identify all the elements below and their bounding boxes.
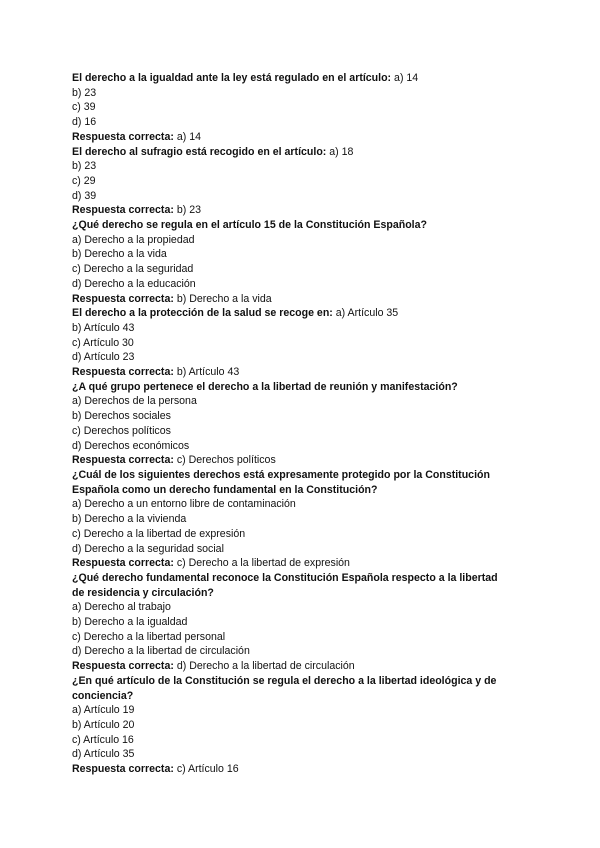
question-block [72, 571, 542, 674]
question-line [72, 306, 542, 321]
answer-value: d) Derecho a la libertad de circulación [176, 660, 355, 673]
question-text: El derecho al sufragio está recogido en el artículo: [72, 145, 327, 158]
option-a: a) 18 [329, 145, 354, 158]
answer-label: Respuesta correcta: [72, 292, 174, 305]
option-a: a) Derecho al trabajo [72, 601, 171, 614]
answer-label: Respuesta correcta: [72, 366, 174, 379]
question-block [72, 218, 542, 306]
option-d: d) 39 [72, 189, 97, 202]
option-c: c) Artículo 16 [72, 733, 134, 746]
option-d: d) Derecho a la seguridad social [72, 542, 224, 555]
option-b: b) 23 [72, 86, 97, 99]
answer-line [72, 453, 542, 468]
option-c: c) Derecho a la libertad de expresión [72, 527, 246, 540]
answer-value: c) Artículo 16 [176, 763, 239, 776]
option-d: d) Derecho a la educación [72, 277, 196, 290]
question-block [72, 306, 542, 380]
option-c: c) Derecho a la libertad personal [72, 630, 226, 643]
option-d: d) Artículo 35 [72, 748, 135, 761]
option-c: c) 29 [72, 174, 96, 187]
option-c: c) Derecho a la seguridad [72, 263, 194, 276]
answer-line [72, 203, 542, 218]
question-text-line-2: conciencia? [72, 689, 134, 702]
option-a: a) 14 [394, 72, 419, 84]
answer-label: Respuesta correcta: [72, 660, 174, 673]
option-b: b) Derechos sociales [72, 410, 171, 423]
question-text: ¿A qué grupo pertenece el derecho a la libertad de reunión y manifestación? [72, 380, 458, 393]
answer-line [72, 762, 542, 777]
answer-value: a) 14 [176, 130, 201, 143]
option-a: a) Artículo 35 [335, 307, 399, 320]
option-b: b) Artículo 43 [72, 321, 135, 334]
question-text-line-1: ¿En qué artículo de la Constitución se regula el derecho a la libertad ideológica y de [72, 674, 497, 687]
answer-label: Respuesta correcta: [72, 204, 174, 217]
answer-label: Respuesta correcta: [72, 454, 174, 467]
option-d: d) Artículo 23 [72, 351, 135, 364]
question-text-line-1: ¿Cuál de los siguientes derechos está expresamente protegido por la Constitución [72, 468, 490, 481]
answer-label: Respuesta correcta: [72, 763, 174, 776]
answer-value: c) Derechos políticos [176, 454, 276, 467]
question-block [72, 145, 542, 219]
answer-label: Respuesta correcta: [72, 130, 174, 143]
option-b: b) Derecho a la vivienda [72, 513, 187, 526]
option-b: b) 23 [72, 160, 97, 173]
question-text-line-2: de residencia y circulación? [72, 586, 214, 599]
answer-line [72, 292, 542, 307]
option-b: b) Derecho a la vida [72, 248, 167, 261]
question-block [72, 674, 542, 777]
answer-line [72, 659, 542, 674]
document-page [72, 71, 542, 777]
answer-line [72, 556, 542, 571]
option-d: d) Derechos económicos [72, 439, 190, 452]
question-block [72, 468, 542, 571]
option-d: d) 16 [72, 116, 97, 129]
option-b: b) Derecho a la igualdad [72, 616, 188, 629]
answer-line [72, 130, 542, 145]
option-a: a) Artículo 19 [72, 704, 135, 717]
question-text: El derecho a la igualdad ante la ley está regulado en el artículo: [72, 72, 392, 84]
option-a: a) Derecho a la propiedad [72, 233, 195, 246]
question-block [72, 71, 542, 145]
answer-value: b) Derecho a la vida [176, 292, 272, 305]
question-line [72, 145, 542, 160]
answer-line [72, 365, 542, 380]
question-text-line-2: Española como un derecho fundamental en la Constitución? [72, 483, 378, 496]
question-text-line-1: ¿Qué derecho fundamental reconoce la Constitución Española respecto a la libertad [72, 571, 498, 584]
option-c: c) Artículo 30 [72, 336, 134, 349]
question-block [72, 380, 542, 468]
answer-value: b) 23 [176, 204, 201, 217]
question-text: El derecho a la protección de la salud se recoge en: [72, 307, 333, 320]
option-a: a) Derecho a un entorno libre de contaminación [72, 498, 296, 511]
option-d: d) Derecho a la libertad de circulación [72, 645, 250, 658]
question-line [72, 71, 542, 86]
option-a: a) Derechos de la persona [72, 395, 197, 408]
answer-value: b) Artículo 43 [176, 366, 240, 379]
option-c: c) 39 [72, 101, 96, 114]
option-b: b) Artículo 20 [72, 718, 135, 731]
option-c: c) Derechos políticos [72, 424, 171, 437]
question-text: ¿Qué derecho se regula en el artículo 15 de la Constitución Española? [72, 219, 427, 232]
answer-value: c) Derecho a la libertad de expresión [176, 557, 350, 570]
answer-label: Respuesta correcta: [72, 557, 174, 570]
